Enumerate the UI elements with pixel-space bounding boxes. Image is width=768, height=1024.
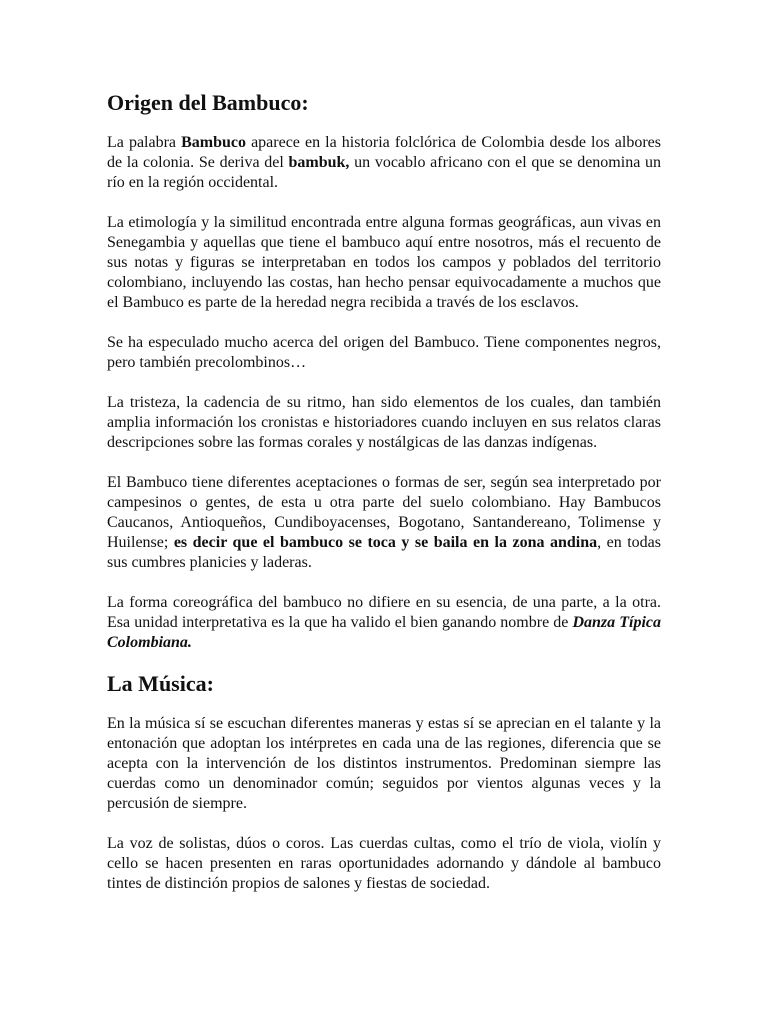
text-run: aparece en la historia folclórica de Colombia desde los albores de la colonia. Se deriva del [107,134,661,172]
paragraph-origen-2: La etimología y la similitud encontrada entre alguna formas geográficas, aun vivas en Senegambia y aquellas que tiene el bambuco aquí entre nosotros, más el recuento de sus notas y figuras se interpretaban en todos los campos y poblados del territorio colombiano, incluyendo las costas, han hecho pensar equivocadamente a muchos que el Bambuco es parte de la heredad negra recibida a través de los esclavos. [107,214,661,312]
paragraph-origen-1 [107,133,661,193]
bold-term-bambuco: Bambuco [181,134,246,152]
section-heading-musica: La Música: [107,671,214,697]
paragraph-origen-6 [107,593,661,653]
bold-phrase-zona-andina: es decir que el bambuco se toca y se baila en la zona andina [173,534,598,552]
text-run: La palabra [107,134,182,152]
paragraph-musica-2: La voz de solistas, dúos o coros. Las cuerdas cultas, como el trío de viola, violín y cello se hacen presenten en raras oportunidades adornando y dándole al bambuco tintes de distinción propios de salones y fiestas de sociedad. [107,834,661,892]
bold-term-bambuk: bambuk, [288,154,350,172]
paragraph-origen-3: Se ha especulado mucho acerca del origen del Bambuco. Tiene componentes negros, pero también precolombinos… [107,334,661,372]
text-run: La forma coreográfica del bambuco no difiere en su esencia, de una parte, a la otra. Esa unidad interpretativa es la que ha valido el bien ganando nombre de [107,594,661,632]
text-run: , en todas sus cumbres planicies y laderas. [107,534,662,572]
paragraph-origen-5 [107,473,661,573]
paragraph-musica-1: En la música sí se escuchan diferentes maneras y estas sí se aprecian en el talante y la entonación que adoptan los intérpretes en cada una de las regiones, diferencia que se acepta con la intervención de los distintos instrumentos. Predominan siempre las cuerdas como un denominador común; seguidos por vientos algunas veces y la percusión de siempre. [107,714,661,812]
bold-italic-danza-tipica: Danza Típica Colombiana. [107,614,662,652]
text-run: un vocablo africano con el que se denomina un río en la región occidental. [107,154,661,192]
section-heading-origen: Origen del Bambuco: [107,90,309,115]
paragraph-origen-4: La tristeza, la cadencia de su ritmo, han sido elementos de los cuales, dan también amplia información los cronistas e historiadores cuando incluyen en sus relatos claras descripciones sobre las formas corales y nostálgicas de las danzas indígenas. [107,394,661,452]
document-page [107,90,661,914]
text-run: El Bambuco tiene diferentes aceptaciones o formas de ser, según sea interpretado por campesinos o gentes, de esta u otra parte del suelo colombiano. Hay Bambucos Caucanos, Antioqueños, Cundiboyacenses, Bogotano, Santandereano, Tolimense y Huilense; [107,474,661,552]
